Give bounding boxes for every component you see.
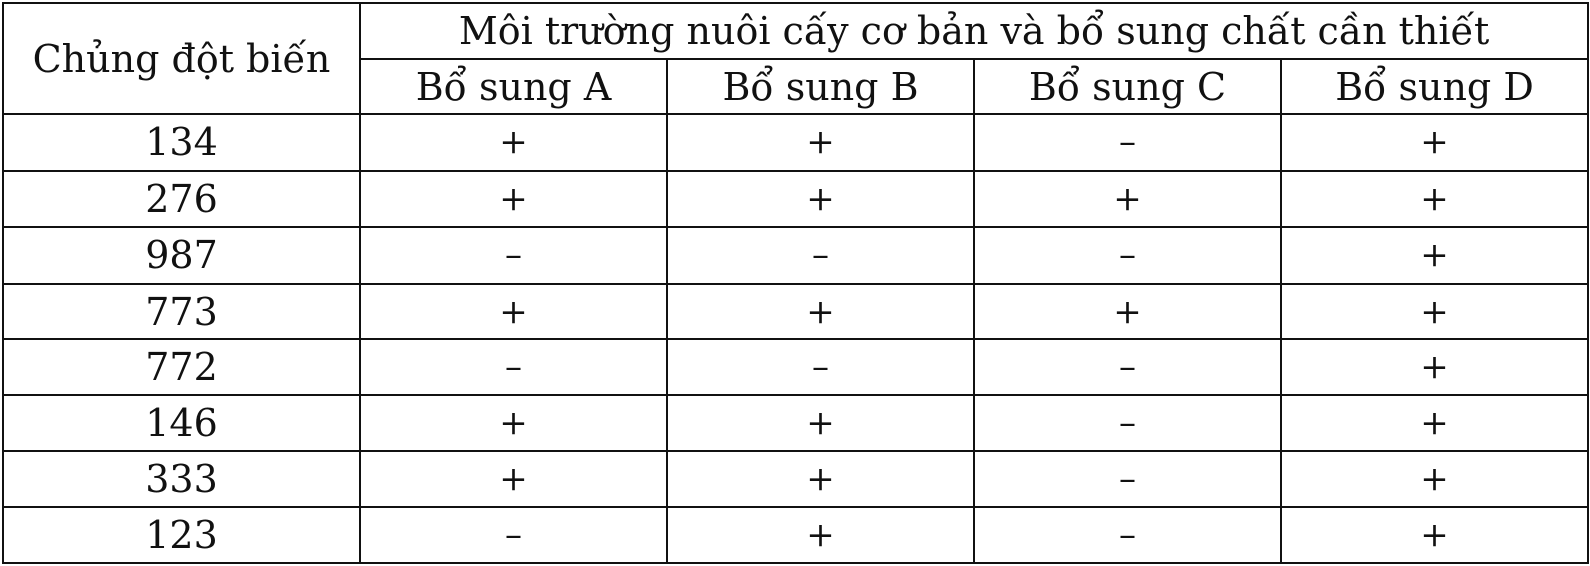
growth-mark-cell: + [1281,171,1588,227]
growth-mark-cell: + [360,451,667,507]
medium-group-header: Môi trường nuôi cấy cơ bản và bổ sung chất cần thiết [360,3,1588,59]
growth-mark-cell: + [360,171,667,227]
strain-id-cell: 123 [3,507,360,563]
column-header-supplement-b: Bổ sung B [667,59,974,114]
strain-id-cell: 146 [3,395,360,451]
strain-id-cell: 772 [3,339,360,395]
strain-id-cell: 987 [3,227,360,284]
strain-id-cell: 773 [3,284,360,340]
growth-mark-cell: – [974,227,1281,284]
growth-mark-cell: + [667,171,974,227]
growth-mark-cell: – [360,227,667,284]
column-header-supplement-d: Bổ sung D [1281,59,1588,114]
table-row [3,284,1588,340]
growth-mark-cell: + [1281,507,1588,563]
strain-id-cell: 276 [3,171,360,227]
growth-mark-cell: – [974,507,1281,563]
growth-mark-cell: + [667,507,974,563]
table-row [3,507,1588,563]
growth-mark-cell: – [974,114,1281,171]
growth-mark-cell: + [974,171,1281,227]
growth-mark-cell: + [360,114,667,171]
growth-mark-cell: + [360,395,667,451]
table-row [3,451,1588,507]
growth-mark-cell: – [360,339,667,395]
growth-mark-cell: + [1281,339,1588,395]
growth-mark-cell: + [360,284,667,340]
growth-mark-cell: + [1281,395,1588,451]
strain-id-cell: 333 [3,451,360,507]
strain-id-cell: 134 [3,114,360,171]
table-row [3,227,1588,284]
growth-mark-cell: – [360,507,667,563]
growth-mark-cell: + [974,284,1281,340]
growth-mark-cell: + [1281,227,1588,284]
table-row [3,114,1588,171]
growth-mark-cell: – [667,339,974,395]
column-header-supplement-c: Bổ sung C [974,59,1281,114]
growth-mark-cell: – [667,227,974,284]
growth-mark-cell: + [667,114,974,171]
growth-mark-cell: – [974,451,1281,507]
growth-mark-cell: – [974,339,1281,395]
growth-mark-cell: + [667,284,974,340]
column-header-supplement-a: Bổ sung A [360,59,667,114]
growth-mark-cell: + [1281,284,1588,340]
table-row [3,171,1588,227]
table-row [3,339,1588,395]
growth-mark-cell: + [667,395,974,451]
growth-mark-cell: + [1281,114,1588,171]
growth-mark-cell: + [667,451,974,507]
table-row [3,395,1588,451]
mutant-growth-table [2,2,1589,564]
strain-column-header: Chủng đột biến [3,3,360,114]
growth-mark-cell: – [974,395,1281,451]
growth-mark-cell: + [1281,451,1588,507]
